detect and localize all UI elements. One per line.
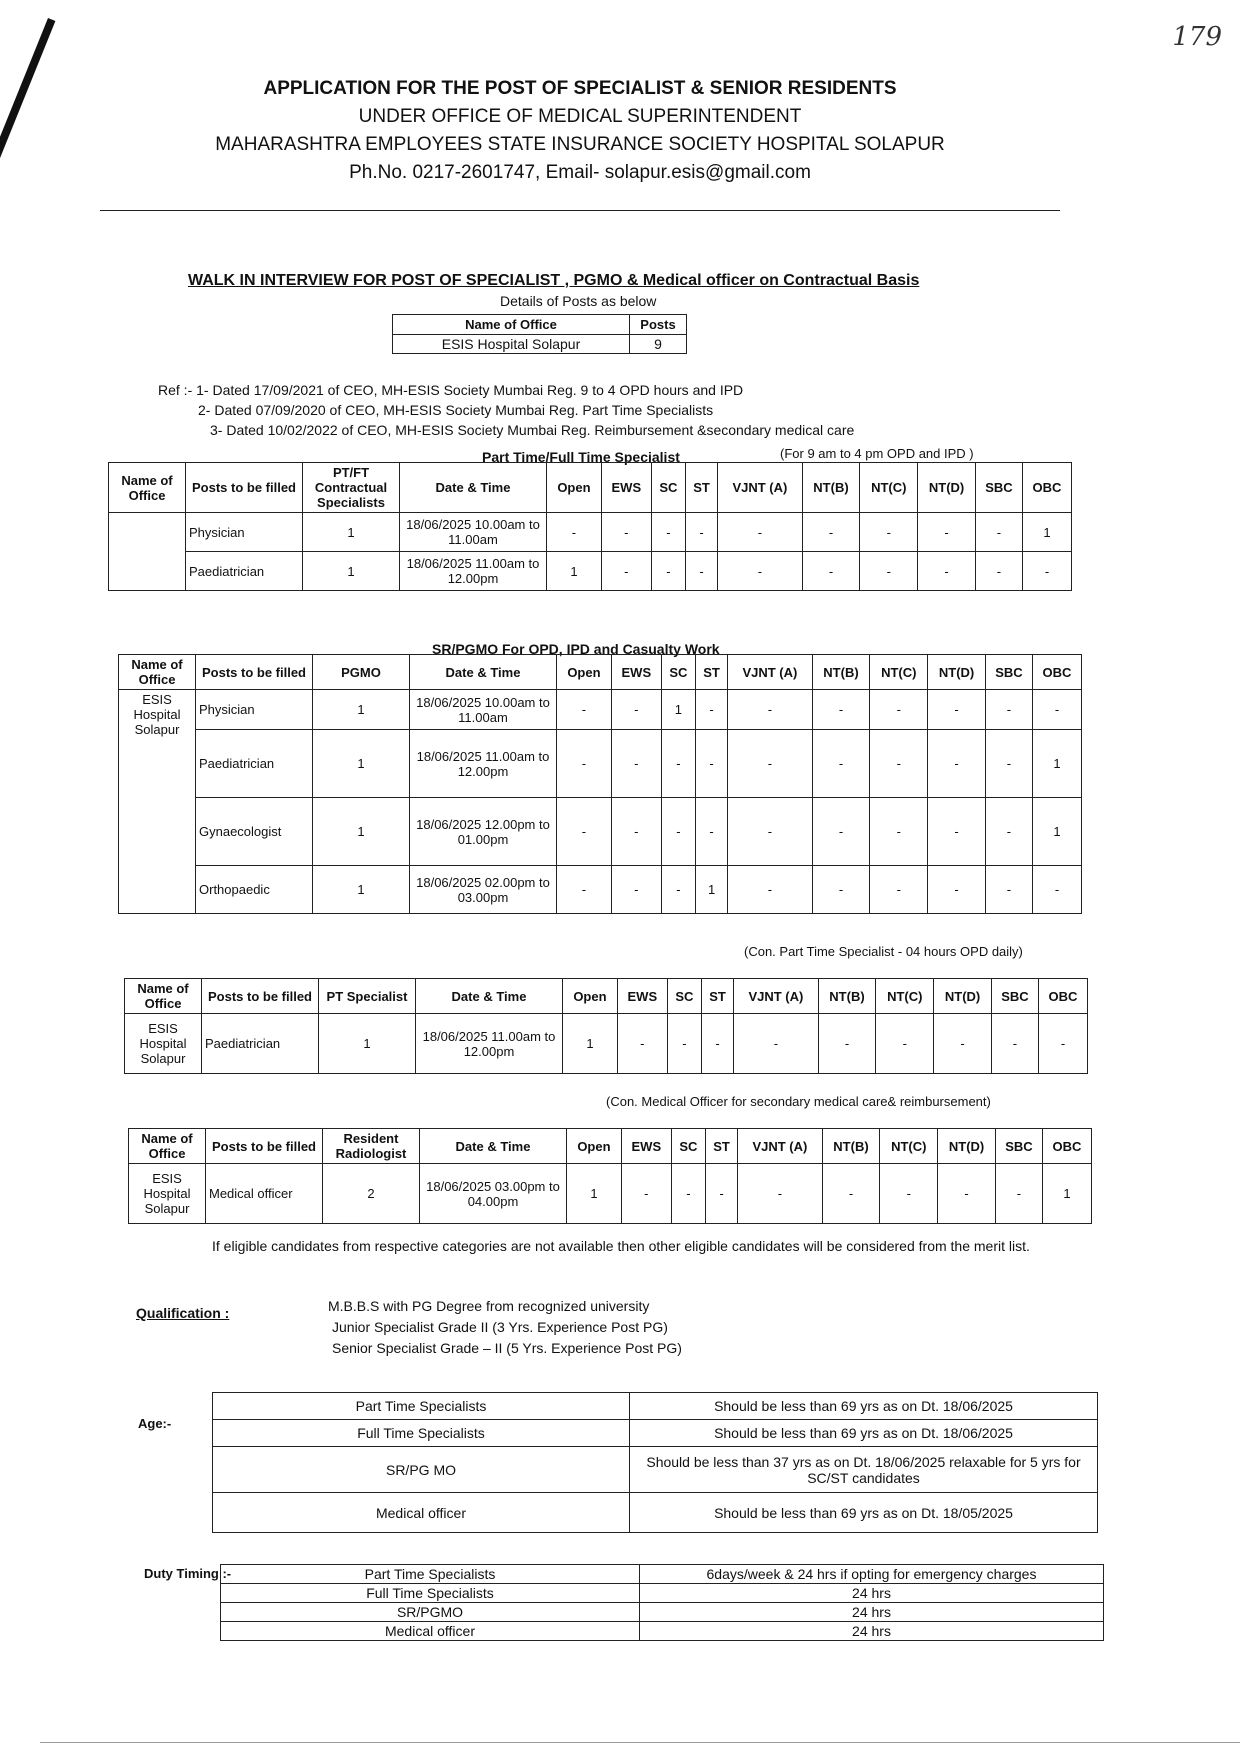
col-header: VJNT (A)	[738, 1129, 822, 1164]
table-row	[119, 866, 1082, 914]
header-hospital: MAHARASHTRA EMPLOYEES STATE INSURANCE SOCIETY HOSPITAL SOLAPUR	[215, 134, 945, 155]
qualification-line: Junior Specialist Grade II (3 Yrs. Experience Post PG)	[332, 1319, 668, 1335]
category-cell: -	[985, 690, 1032, 730]
col-header: EWS	[601, 463, 651, 513]
table-row	[109, 552, 1072, 591]
col-header: Posts to be filled	[206, 1129, 323, 1164]
category-cell: -	[601, 513, 651, 552]
category-cell: -	[928, 798, 986, 866]
col-header: ST	[695, 655, 727, 690]
age-post: SR/PG MO	[213, 1447, 630, 1493]
category-cell: -	[611, 690, 661, 730]
table-row	[213, 1393, 1098, 1420]
category-cell: -	[718, 552, 802, 591]
col-header: ST	[685, 463, 717, 513]
col-header: OBC	[1032, 655, 1081, 690]
header-contact: Ph.No. 0217-2601747, Email- solapur.esis@gmail.com	[349, 162, 811, 183]
qualification-line: Senior Specialist Grade – II (5 Yrs. Experience Post PG)	[332, 1340, 682, 1356]
col-header: NT(B)	[802, 463, 860, 513]
duty-hours: 24 hrs	[640, 1584, 1104, 1603]
category-cell: -	[880, 1164, 938, 1224]
category-cell: -	[695, 690, 727, 730]
col-header: Open	[563, 979, 618, 1014]
category-cell: -	[1038, 1014, 1087, 1074]
document-title: APPLICATION FOR THE POST OF SPECIALIST & SENIOR RESIDENTS	[263, 78, 897, 99]
category-cell: -	[975, 552, 1022, 591]
col-header: SC	[671, 1129, 705, 1164]
category-cell: -	[870, 798, 928, 866]
t1-caption: Part Time/Full Time Specialist	[482, 449, 680, 465]
category-cell: -	[802, 513, 860, 552]
category-cell: -	[734, 1014, 818, 1074]
t3-note: (Con. Part Time Specialist - 04 hours OPD daily)	[744, 944, 1023, 959]
category-cell: -	[611, 730, 661, 798]
post-cell: Orthopaedic	[196, 866, 313, 914]
col-header: SBC	[995, 1129, 1042, 1164]
table-row	[221, 1584, 1104, 1603]
category-cell: -	[860, 552, 918, 591]
count-cell: 1	[303, 513, 400, 552]
duty-hours: 6days/week & 24 hrs if opting for emergency charges	[640, 1565, 1104, 1584]
category-cell: 1	[1032, 798, 1081, 866]
col-header: Resident Radiologist	[323, 1129, 420, 1164]
document-header	[200, 78, 960, 184]
posts-header: Posts	[630, 315, 687, 335]
category-cell: -	[728, 690, 812, 730]
category-cell: -	[685, 552, 717, 591]
age-limit: Should be less than 69 yrs as on Dt. 18/05/2025	[630, 1493, 1098, 1533]
category-cell: 1	[567, 1164, 622, 1224]
col-header: EWS	[621, 1129, 671, 1164]
sr-pgmo-table	[118, 654, 1082, 914]
category-cell: -	[728, 866, 812, 914]
category-cell: 1	[1042, 1164, 1091, 1224]
col-header: Date & Time	[410, 655, 557, 690]
duty-timing-heading: Duty Timing :-	[144, 1566, 232, 1581]
col-header: Posts to be filled	[186, 463, 303, 513]
category-cell: -	[557, 798, 612, 866]
datetime-cell: 18/06/2025 11.00am to 12.00pm	[410, 730, 557, 798]
category-cell: -	[695, 730, 727, 798]
category-cell: -	[985, 730, 1032, 798]
category-cell: -	[661, 730, 695, 798]
count-cell: 1	[313, 690, 410, 730]
age-post: Medical officer	[213, 1493, 630, 1533]
office-cell: ESIS Hospital Solapur	[119, 690, 196, 914]
category-cell: -	[701, 1014, 733, 1074]
category-cell: 1	[1022, 513, 1071, 552]
post-cell: Medical officer	[206, 1164, 323, 1224]
col-header: VJNT (A)	[728, 655, 812, 690]
category-cell: -	[985, 866, 1032, 914]
col-header: SC	[661, 655, 695, 690]
post-cell: Paediatrician	[196, 730, 313, 798]
part-full-time-specialist-table	[108, 462, 1072, 591]
posts-count: 9	[630, 335, 687, 354]
ref-line-3: 3- Dated 10/02/2022 of CEO, MH-ESIS Society Mumbai Reg. Reimbursement &secondary medical care	[210, 422, 855, 438]
col-header: NT(C)	[860, 463, 918, 513]
count-cell: 2	[323, 1164, 420, 1224]
duty-post: Medical officer	[221, 1622, 640, 1641]
category-cell: -	[934, 1014, 992, 1074]
col-header: Name of Office	[119, 655, 196, 690]
table-row	[119, 690, 1082, 730]
category-cell: -	[557, 866, 612, 914]
duty-post: Part Time Specialists	[221, 1565, 640, 1584]
datetime-cell: 18/06/2025 03.00pm to 04.00pm	[420, 1164, 567, 1224]
age-table	[212, 1392, 1098, 1533]
datetime-cell: 18/06/2025 12.00pm to 01.00pm	[410, 798, 557, 866]
office-posts-table	[392, 314, 687, 354]
table-row	[221, 1622, 1104, 1641]
category-cell: -	[718, 513, 802, 552]
category-cell: -	[812, 866, 870, 914]
table-row	[109, 513, 1072, 552]
category-cell: -	[738, 1164, 822, 1224]
table-row	[119, 798, 1082, 866]
category-cell: -	[1022, 552, 1071, 591]
col-header: Open	[567, 1129, 622, 1164]
t1-note: (For 9 am to 4 pm OPD and IPD )	[780, 446, 974, 461]
table-header-row	[109, 463, 1072, 513]
age-post: Full Time Specialists	[213, 1420, 630, 1447]
category-cell: -	[818, 1014, 876, 1074]
category-cell: -	[685, 513, 717, 552]
category-cell: -	[667, 1014, 701, 1074]
qualification-line: M.B.B.S with PG Degree from recognized university	[328, 1298, 650, 1314]
col-header: Name of Office	[125, 979, 202, 1014]
col-header: NT(C)	[880, 1129, 938, 1164]
table-header-row	[125, 979, 1088, 1014]
category-cell: -	[918, 513, 976, 552]
category-cell: -	[928, 730, 986, 798]
table-row	[125, 1014, 1088, 1074]
age-limit: Should be less than 69 yrs as on Dt. 18/06/2025	[630, 1420, 1098, 1447]
ref-line-2: 2- Dated 07/09/2020 of CEO, MH-ESIS Society Mumbai Reg. Part Time Specialists	[198, 402, 714, 418]
category-cell: -	[870, 730, 928, 798]
category-cell: -	[802, 552, 860, 591]
col-header: Name of Office	[129, 1129, 206, 1164]
scan-bottom-edge	[40, 1742, 1240, 1743]
datetime-cell: 18/06/2025 11.00am to 12.00pm	[400, 552, 547, 591]
category-cell: 1	[1032, 730, 1081, 798]
col-header: NT(C)	[870, 655, 928, 690]
count-cell: 1	[313, 866, 410, 914]
post-cell: Paediatrician	[202, 1014, 319, 1074]
office-cell: ESIS Hospital Solapur	[129, 1164, 206, 1224]
col-header: NT(C)	[876, 979, 934, 1014]
table-row	[213, 1447, 1098, 1493]
category-cell: -	[812, 798, 870, 866]
category-cell: -	[617, 1014, 667, 1074]
col-header: NT(D)	[928, 655, 986, 690]
part-time-specialist-table	[124, 978, 1088, 1074]
category-cell: -	[601, 552, 651, 591]
category-cell: -	[611, 798, 661, 866]
post-cell: Paediatrician	[186, 552, 303, 591]
category-cell: 1	[695, 866, 727, 914]
table-row	[221, 1603, 1104, 1622]
count-cell: 1	[313, 798, 410, 866]
col-header: OBC	[1042, 1129, 1091, 1164]
col-header: VJNT (A)	[734, 979, 818, 1014]
count-cell: 1	[303, 552, 400, 591]
col-header: Open	[557, 655, 612, 690]
category-cell: 1	[661, 690, 695, 730]
col-header: SBC	[975, 463, 1022, 513]
category-cell: -	[621, 1164, 671, 1224]
col-header: EWS	[611, 655, 661, 690]
category-cell: -	[661, 798, 695, 866]
qualification-heading: Qualification :	[136, 1305, 230, 1321]
category-cell: -	[975, 513, 1022, 552]
category-cell: -	[557, 690, 612, 730]
col-header: NT(B)	[818, 979, 876, 1014]
category-cell: -	[822, 1164, 880, 1224]
category-cell: -	[812, 690, 870, 730]
age-post: Part Time Specialists	[213, 1393, 630, 1420]
col-header: Date & Time	[420, 1129, 567, 1164]
t4-note: (Con. Medical Officer for secondary medical care& reimbursement)	[606, 1094, 991, 1109]
category-cell: -	[651, 513, 685, 552]
page-number: 179	[1172, 22, 1222, 52]
office-cell	[109, 513, 186, 591]
col-header: Posts to be filled	[202, 979, 319, 1014]
col-header: VJNT (A)	[718, 463, 802, 513]
category-cell: -	[557, 730, 612, 798]
category-cell: -	[870, 690, 928, 730]
datetime-cell: 18/06/2025 10.00am to 11.00am	[410, 690, 557, 730]
col-header: PT Specialist	[319, 979, 416, 1014]
col-header: SBC	[991, 979, 1038, 1014]
table-row	[213, 1493, 1098, 1533]
category-cell: -	[1032, 690, 1081, 730]
category-cell: -	[991, 1014, 1038, 1074]
table-header-row	[119, 655, 1082, 690]
office-cell: ESIS Hospital Solapur	[125, 1014, 202, 1074]
post-cell: Physician	[186, 513, 303, 552]
category-cell: -	[860, 513, 918, 552]
category-cell: -	[918, 552, 976, 591]
category-cell: -	[812, 730, 870, 798]
category-cell: -	[695, 798, 727, 866]
medical-officer-table	[128, 1128, 1092, 1224]
col-header: Posts to be filled	[196, 655, 313, 690]
col-header: Name of Office	[109, 463, 186, 513]
category-cell: -	[728, 730, 812, 798]
col-header: Open	[547, 463, 602, 513]
col-header: NT(D)	[938, 1129, 996, 1164]
col-header: EWS	[617, 979, 667, 1014]
table-row	[213, 1420, 1098, 1447]
duty-post: Full Time Specialists	[221, 1584, 640, 1603]
col-header: Date & Time	[416, 979, 563, 1014]
pen-stroke-mark	[0, 18, 55, 160]
category-cell: -	[985, 798, 1032, 866]
col-header: PT/FT Contractual Specialists	[303, 463, 400, 513]
col-header: SC	[651, 463, 685, 513]
col-header: Date & Time	[400, 463, 547, 513]
col-header: OBC	[1022, 463, 1071, 513]
office-name: ESIS Hospital Solapur	[393, 335, 630, 354]
duty-timing-table	[220, 1564, 1104, 1641]
table-header-row	[129, 1129, 1092, 1164]
office-header: Name of Office	[393, 315, 630, 335]
category-cell: -	[547, 513, 602, 552]
duty-post: SR/PGMO	[221, 1603, 640, 1622]
category-cell: -	[870, 866, 928, 914]
col-header: NT(B)	[822, 1129, 880, 1164]
age-heading: Age:-	[138, 1416, 172, 1431]
category-cell: -	[611, 866, 661, 914]
walkin-title: WALK IN INTERVIEW FOR POST OF SPECIALIST , PGMO & Medical officer on Contractual Basis	[188, 272, 920, 289]
col-header: PGMO	[313, 655, 410, 690]
count-cell: 1	[319, 1014, 416, 1074]
col-header: OBC	[1038, 979, 1087, 1014]
table-row	[129, 1164, 1092, 1224]
age-limit: Should be less than 37 yrs as on Dt. 18/06/2025 relaxable for 5 yrs for SC/ST candidates	[630, 1447, 1098, 1493]
references	[158, 380, 854, 440]
category-cell: -	[876, 1014, 934, 1074]
age-limit: Should be less than 69 yrs as on Dt. 18/06/2025	[630, 1393, 1098, 1420]
category-cell: 1	[547, 552, 602, 591]
category-cell: -	[728, 798, 812, 866]
post-cell: Physician	[196, 690, 313, 730]
col-header: NT(D)	[918, 463, 976, 513]
category-cell: -	[928, 866, 986, 914]
col-header: ST	[701, 979, 733, 1014]
category-cell: -	[661, 866, 695, 914]
count-cell: 1	[313, 730, 410, 798]
col-header: NT(D)	[934, 979, 992, 1014]
category-cell: -	[938, 1164, 996, 1224]
post-cell: Gynaecologist	[196, 798, 313, 866]
qualification-list	[328, 1296, 682, 1359]
table-row	[221, 1565, 1104, 1584]
duty-hours: 24 hrs	[640, 1622, 1104, 1641]
col-header: SC	[667, 979, 701, 1014]
datetime-cell: 18/06/2025 02.00pm to 03.00pm	[410, 866, 557, 914]
datetime-cell: 18/06/2025 10.00am to 11.00am	[400, 513, 547, 552]
category-cell: -	[928, 690, 986, 730]
t2-caption: SR/PGMO For OPD, IPD and Casualty Work	[432, 641, 720, 657]
ref-line-1: Ref :- 1- Dated 17/09/2021 of CEO, MH-ESIS Society Mumbai Reg. 9 to 4 OPD hours and IPD	[158, 382, 744, 398]
category-cell: -	[705, 1164, 737, 1224]
table-row	[119, 730, 1082, 798]
header-divider	[100, 210, 1060, 211]
category-cell: 1	[563, 1014, 618, 1074]
category-cell: -	[671, 1164, 705, 1224]
col-header: SBC	[985, 655, 1032, 690]
category-cell: -	[651, 552, 685, 591]
datetime-cell: 18/06/2025 11.00am to 12.00pm	[416, 1014, 563, 1074]
col-header: ST	[705, 1129, 737, 1164]
eligibility-note: If eligible candidates from respective categories are not available then other eligible candidates will be considered from the merit list.	[212, 1238, 1030, 1254]
details-caption: Details of Posts as below	[500, 293, 657, 309]
category-cell: -	[995, 1164, 1042, 1224]
duty-hours: 24 hrs	[640, 1603, 1104, 1622]
header-office: UNDER OFFICE OF MEDICAL SUPERINTENDENT	[358, 106, 802, 127]
category-cell: -	[1032, 866, 1081, 914]
col-header: NT(B)	[812, 655, 870, 690]
